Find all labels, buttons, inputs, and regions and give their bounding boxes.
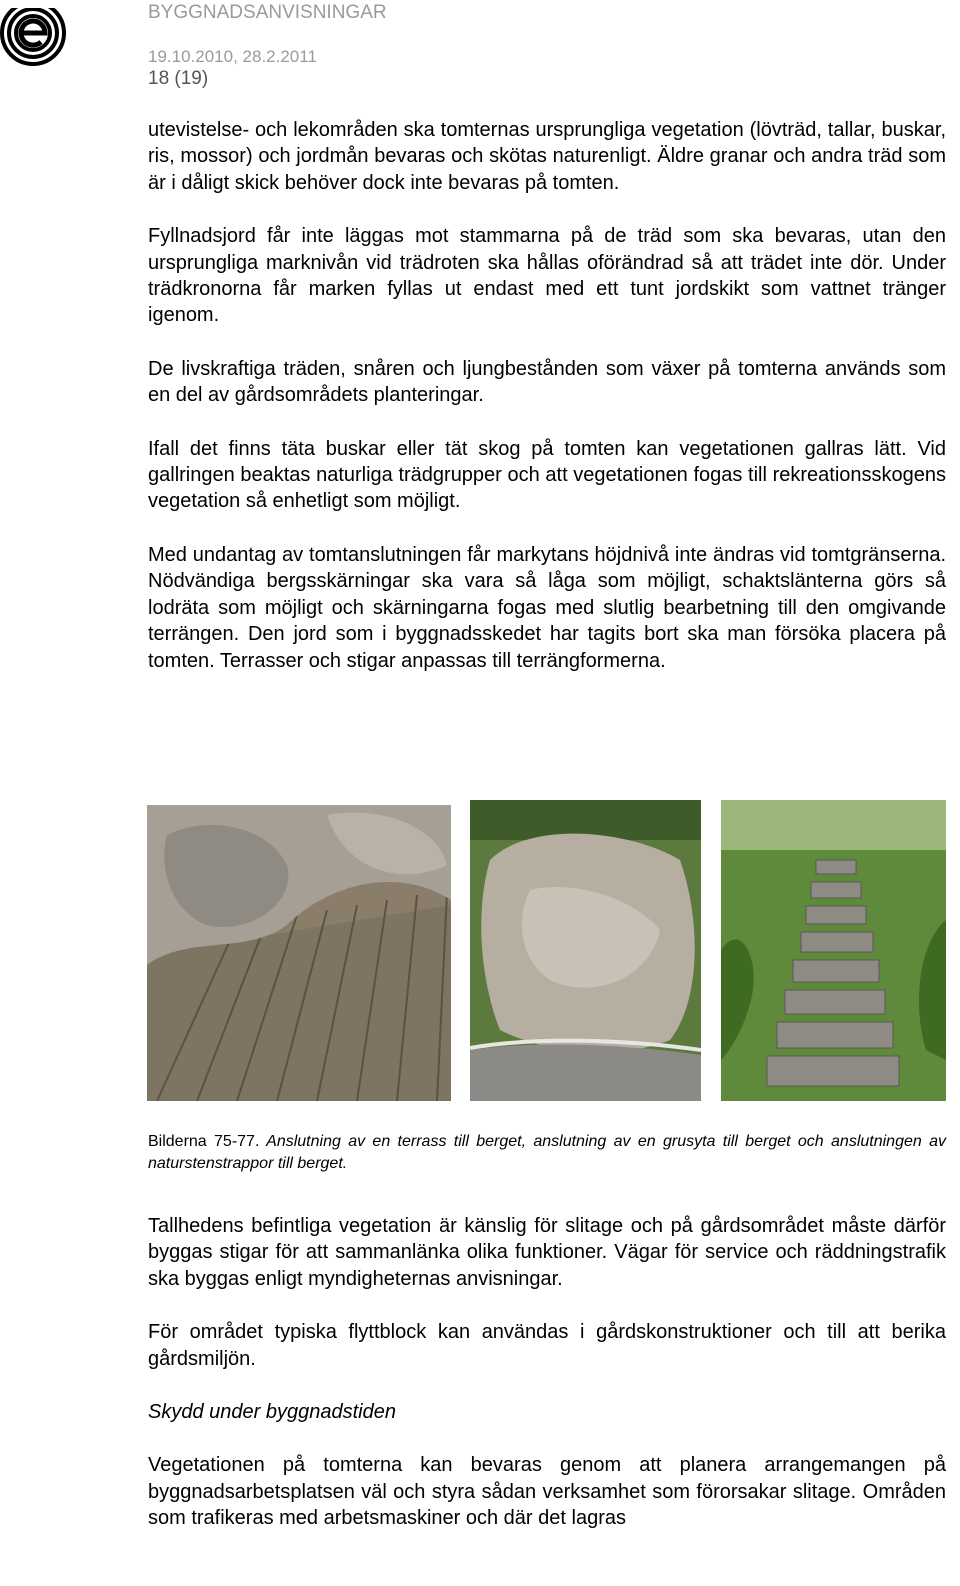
caption-label: Bilderna 75-77. [148, 1133, 260, 1150]
photo-stone-stairs [721, 800, 946, 1101]
document-dates: 19.10.2010, 28.2.2011 [148, 47, 317, 66]
paragraph: De livskraftiga träden, snåren och ljungbestånden som växer på tomterna används som en del av gårdsområdets planteringar. [148, 357, 946, 407]
figure-caption [148, 1131, 946, 1175]
paragraph: Vegetationen på tomterna kan bevaras genom att planera arrangemangen på byggnadsarbetsplatsen väl och styra sådan verksamhet som förorsakar slitage. Områden som trafikeras med arbetsmaskiner och där det lagras [148, 1454, 946, 1530]
body-text-bottom [148, 1213, 946, 1559]
page-number: 18 (19) [148, 68, 209, 89]
paragraph: För området typiska flyttblock kan användas i gårdskonstruktioner och till att berika gårdsmiljön. [148, 1321, 946, 1370]
paragraph: Fyllnadsjord får inte läggas mot stammarna på de träd som ska bevaras, utan den ursprungliga marknivån vid trädroten ska hållas oförändrad så att trädet inte dör. Under trädkronorna får marken fyllas ut endast med ett tunt jordskikt som vattnet tränger igenom. [148, 225, 946, 327]
paragraph: Ifall det finns täta buskar eller tät skog på tomten kan vegetationen gallras lätt. Vid gallringen beaktas naturliga trädgrupper och att vegetationen fogas till rekreationsskogens vegetation så enhetligt som möjligt. [148, 437, 946, 513]
photo-terrace-rock [147, 805, 451, 1101]
photo-gravel-rock [470, 800, 701, 1101]
paragraph: Med undantag av tomtanslutningen får markytans höjdnivå inte ändras vid tomtgränserna. Nödvändiga bergsskärningar ska vara så låga som möjligt, schaktslänterna görs så lodräta som möjligt och skärningarna fogas med slutlig bearbetning till den omgivande terrängen. Den jord som i byggnadsskedet har tagits bort ska man försöka placera på tomten. Terrasser och stigar anpassas till terrängformerna. [148, 543, 946, 672]
caption-text: Anslutning av en terrass till berget, anslutning av en grusyta till berget och anslutningen av naturstenstrappor till berget. [148, 1133, 947, 1172]
document-title: BYGGNADSANVISNINGAR [148, 2, 387, 23]
paragraph: utevistelse- och lekområden ska tomternas ursprungliga vegetation (lövträd, tallar, buskar, ris, mossor) och jordmån bevaras och skötas naturenligt. Äldre granar och andra träd som är i dåligt skick behöver dock inte bevaras på tomten. [148, 119, 946, 194]
organization-logo [0, 0, 66, 66]
paragraph: Tallhedens befintliga vegetation är känslig för slitage och på gårdsområdet måste därför byggas stigar för att sammanlänka olika funktioner. Vägar för service och räddningstrafik ska byggas enligt myndigheternas anvisningar. [148, 1215, 946, 1290]
body-text-top [148, 117, 946, 701]
section-subheading: Skydd under byggnadstiden [148, 1401, 396, 1424]
